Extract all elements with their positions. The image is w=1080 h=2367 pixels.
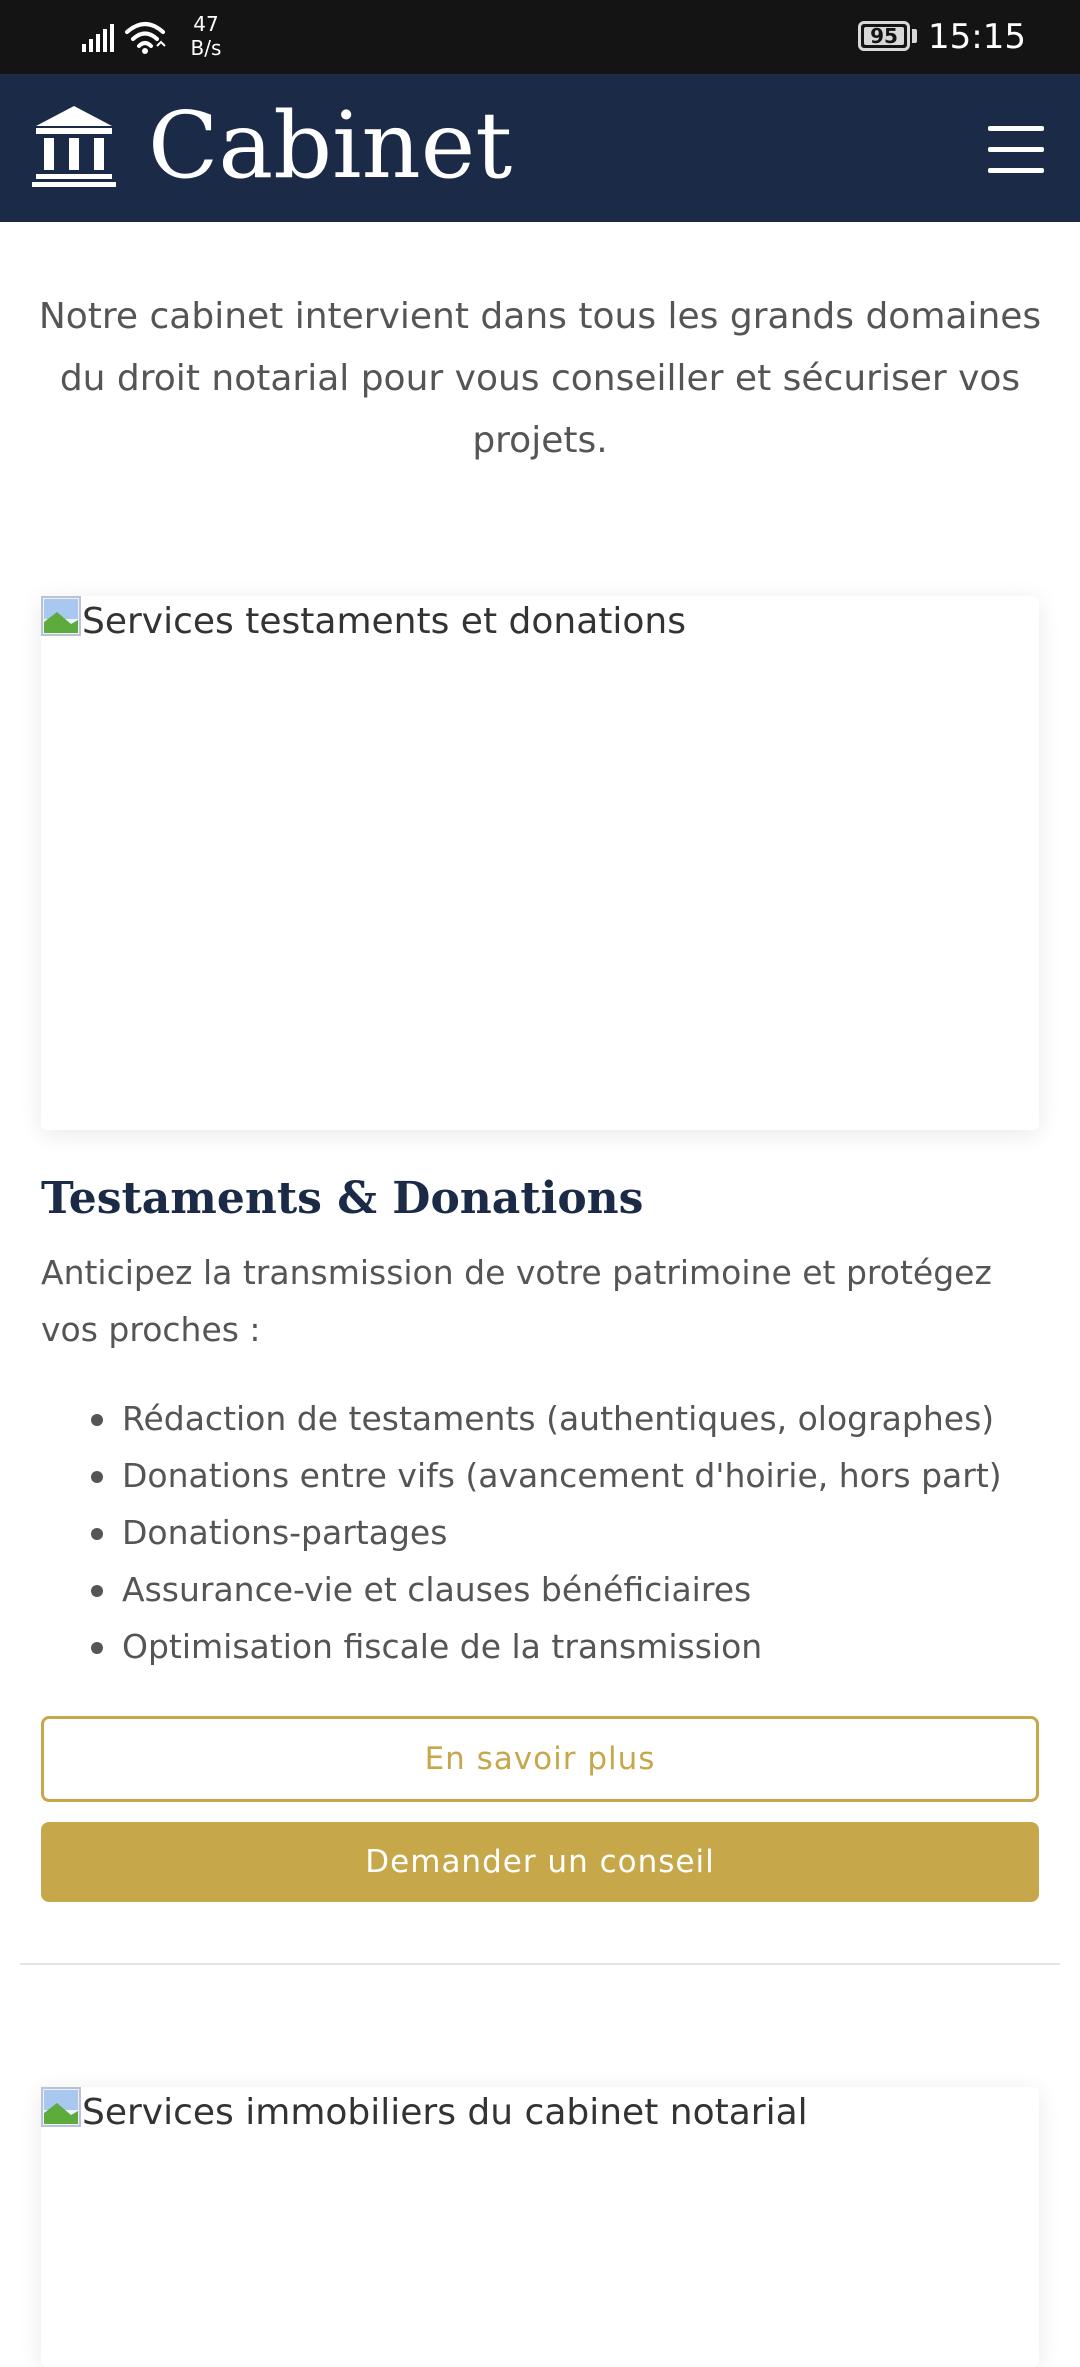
list-item-text: Rédaction de testaments (authentiques, olographes) xyxy=(122,1399,995,1438)
bullet-icon xyxy=(91,1642,103,1654)
service-image-testaments xyxy=(41,596,1039,1130)
list-item-text: Optimisation fiscale de la transmission xyxy=(122,1627,763,1666)
wifi-icon xyxy=(124,20,166,54)
site-header xyxy=(0,74,1080,222)
list-item xyxy=(41,1618,1061,1675)
list-item xyxy=(41,1504,1061,1561)
list-item xyxy=(41,1561,1061,1618)
menu-bar xyxy=(988,126,1044,131)
network-speed-unit: B/s xyxy=(190,36,222,60)
bullet-icon xyxy=(91,1414,103,1426)
section-divider xyxy=(20,1963,1060,1965)
broken-image-icon xyxy=(41,596,81,636)
image-alt-text: Services testaments et donations xyxy=(82,601,686,642)
bullet-icon xyxy=(91,1585,103,1597)
broken-image-icon xyxy=(41,2087,81,2127)
network-speed xyxy=(176,12,236,60)
service-title: Testaments & Donations xyxy=(41,1173,644,1224)
list-item-text: Donations-partages xyxy=(122,1513,448,1552)
service-image-immobilier xyxy=(41,2087,1039,2367)
menu-bar xyxy=(988,168,1044,173)
request-advice-button[interactable]: Demander un conseil xyxy=(41,1822,1039,1902)
bullet-icon xyxy=(91,1471,103,1483)
menu-bar xyxy=(988,147,1044,152)
network-speed-value: 47 xyxy=(193,12,219,36)
image-alt-text: Services immobiliers du cabinet notarial xyxy=(82,2092,808,2133)
status-bar xyxy=(0,0,1080,74)
battery-icon xyxy=(858,21,918,53)
bullet-icon xyxy=(91,1528,103,1540)
service-list xyxy=(41,1390,1061,1675)
hamburger-menu-button[interactable] xyxy=(984,120,1050,180)
service-description: Anticipez la transmission de votre patrimoine et protégez vos proches : xyxy=(41,1253,992,1349)
battery-level: 95 xyxy=(870,24,898,48)
status-time: 15:15 xyxy=(928,17,1026,57)
list-item-text: Assurance-vie et clauses bénéficiaires xyxy=(122,1570,752,1609)
signal-strength-icon xyxy=(82,24,116,52)
list-item xyxy=(41,1390,1061,1447)
intro-text: Notre cabinet intervient dans tous les grands domaines du droit notarial pour vous conseiller et sécuriser vos projets. xyxy=(38,296,1042,461)
list-item xyxy=(41,1447,1061,1504)
site-title[interactable]: Cabinet xyxy=(148,92,513,199)
learn-more-button[interactable]: En savoir plus xyxy=(41,1716,1039,1802)
bank-building-icon xyxy=(32,104,116,188)
list-item-text: Donations entre vifs (avancement d'hoirie, hors part) xyxy=(122,1456,1002,1495)
